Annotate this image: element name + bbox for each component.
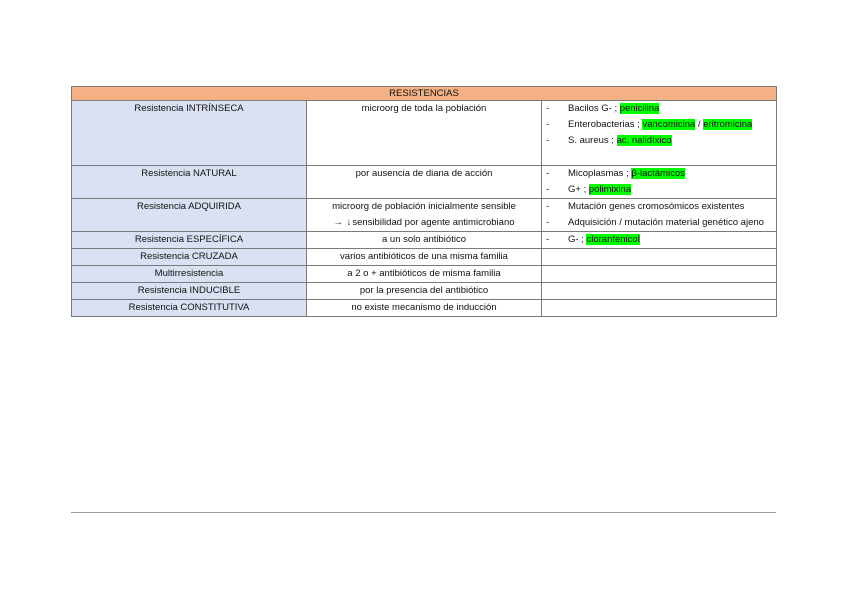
resistance-name: Resistencia ADQUIRIDA — [72, 199, 307, 232]
example-item: - Mutación genes cromosómicos existentes — [546, 199, 772, 215]
resistance-description: varios antibióticos de una misma familia — [307, 249, 542, 266]
example-text: G- ; — [568, 234, 587, 245]
resistencias-sheet — [71, 86, 776, 317]
highlighted-antibiotic: vancomicina — [642, 119, 696, 130]
resistance-name: Resistencia INDUCIBLE — [72, 283, 307, 300]
resistance-examples — [542, 166, 777, 199]
table-title: RESISTENCIAS — [72, 87, 777, 101]
example-item — [546, 117, 772, 133]
example-text: G+ ; — [568, 184, 589, 195]
resistance-examples — [542, 232, 777, 249]
title-row — [72, 87, 777, 101]
example-text: Bacilos G- ; — [568, 103, 620, 114]
resistance-examples — [542, 249, 777, 266]
arrow-right: → — [333, 217, 346, 228]
resistance-description: a 2 o + antibióticos de misma familia — [307, 266, 542, 283]
table-row — [72, 101, 777, 166]
resistance-examples — [542, 300, 777, 317]
description-text: sensibilidad por agente antimicrobiano — [352, 217, 515, 228]
resistance-description: no existe mecanismo de inducción — [307, 300, 542, 317]
resistance-examples — [542, 283, 777, 300]
resistance-examples — [542, 101, 777, 166]
example-item: - Adquisición / mutación material genético ajeno — [546, 215, 772, 231]
description-line — [311, 215, 537, 231]
highlighted-antibiotic: eritromicina — [703, 119, 753, 130]
table-row — [72, 166, 777, 199]
resistance-description: por la presencia del antibiótico — [307, 283, 542, 300]
highlighted-antibiotic: cloranfenicol — [586, 234, 640, 245]
resistencias-table — [71, 86, 777, 317]
resistance-description: microorg de toda la población — [307, 101, 542, 166]
table-row — [72, 199, 777, 232]
example-text: Enterobacterias ; — [568, 119, 643, 130]
example-text: S. aureus ; — [568, 135, 617, 146]
resistance-description: a un solo antibiótico — [307, 232, 542, 249]
resistance-name: Resistencia ESPECÍFICA — [72, 232, 307, 249]
arrow-down-icon: ↓ — [346, 217, 352, 228]
highlighted-antibiotic: β-lactámicos — [631, 168, 685, 179]
highlighted-antibiotic: ac. nalidíxico — [616, 135, 672, 146]
example-separator: / — [695, 119, 704, 130]
table-row — [72, 266, 777, 283]
resistance-description: por ausencia de diana de acción — [307, 166, 542, 199]
table-row — [72, 249, 777, 266]
table-row — [72, 300, 777, 317]
highlighted-antibiotic: penicilina — [619, 103, 660, 114]
example-item — [546, 166, 772, 182]
resistance-name: Multirresistencia — [72, 266, 307, 283]
resistance-examples — [542, 266, 777, 283]
highlighted-antibiotic: polimixina — [588, 184, 632, 195]
page-divider — [71, 512, 776, 513]
table-row — [72, 283, 777, 300]
example-item — [546, 182, 772, 198]
example-item — [546, 133, 772, 149]
resistance-name: Resistencia CONSTITUTIVA — [72, 300, 307, 317]
example-item — [546, 101, 772, 117]
resistance-name: Resistencia CRUZADA — [72, 249, 307, 266]
resistance-name: Resistencia INTRÍNSECA — [72, 101, 307, 166]
resistance-description — [307, 199, 542, 232]
example-item — [546, 232, 772, 248]
resistance-examples — [542, 199, 777, 232]
resistance-name: Resistencia NATURAL — [72, 166, 307, 199]
example-text: Micoplasmas ; — [568, 168, 632, 179]
table-row — [72, 232, 777, 249]
description-line: microorg de población inicialmente sensible — [332, 201, 516, 212]
